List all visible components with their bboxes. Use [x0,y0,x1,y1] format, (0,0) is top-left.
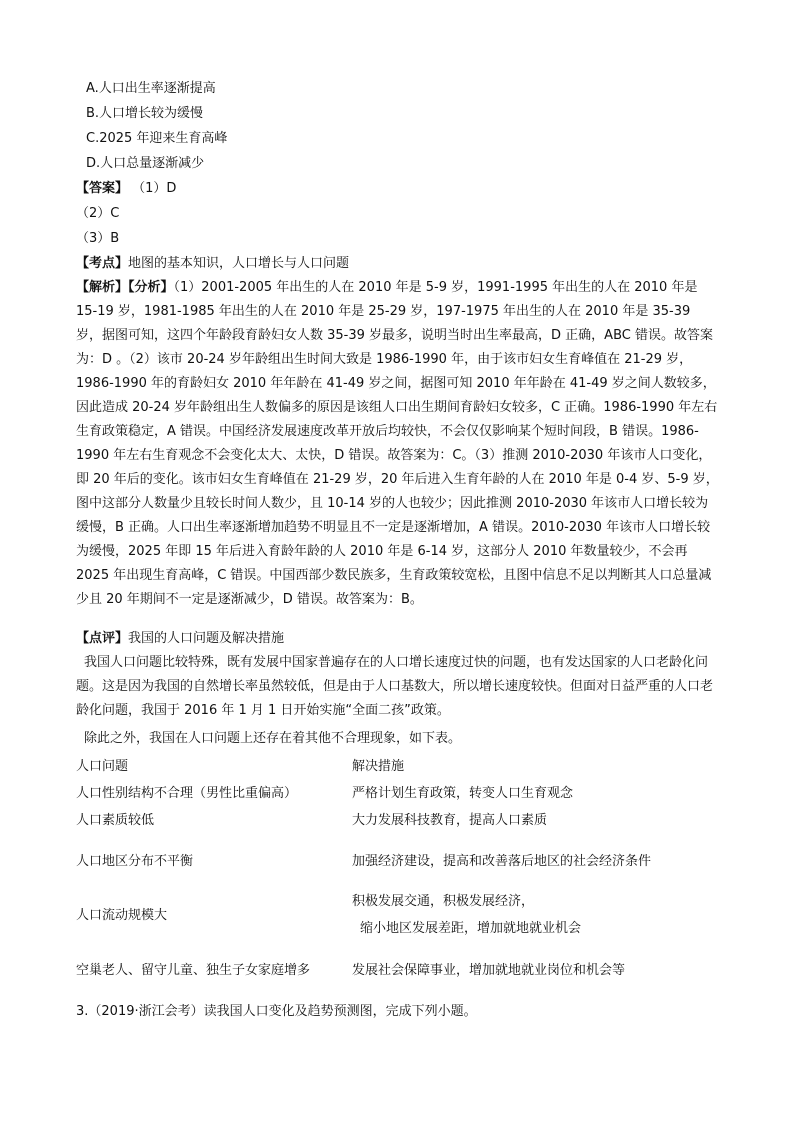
kaodian-text: 地图的基本知识，人口增长与人口问题 [128,256,350,271]
table-cell-solution: 积极发展交通，积极发展经济， [352,894,535,909]
table-cell-solution: 加强经济建设，提高和改善落后地区的社会经济条件 [352,854,652,869]
answer-2: （2）C [76,206,120,221]
review-label: 【点评】 [76,631,129,646]
table-cell-solution: 严格计划生育政策，转变人口生育观念 [352,786,574,801]
review-paragraph-1: 我国人口问题比较特殊，既有发展中国家普遍存在的人口增长速度过快的问题，也有发达国家的人口老龄化问题。这是因为我国的自然增长率虽然较低，但是由于人口基数大，所以增长速度较快。但面对日益严重的人口老龄化问题，我国于 2016 年 1 月 1 日开始实施“全面二孩”政策。 [76,655,714,718]
table-cell-solution: 发展社会保障事业，增加就地就业岗位和机会等 [352,963,626,978]
review-title: 我国的人口问题及解决措施 [128,631,285,646]
analysis-paragraph [76,276,720,612]
option-d: D.人口总量逐渐减少 [86,156,205,171]
table-header-solution: 解决措施 [352,759,405,774]
review-paragraph-2: 除此之外，我国在人口问题上还存在着其他不合理现象，如下表。 [84,731,462,746]
option-c: C.2025 年迎来生育高峰 [86,131,228,146]
option-b: B.人口增长较为缓慢 [86,106,204,121]
table-cell-problem: 人口地区分布不平衡 [76,854,194,869]
table-cell-solution: 大力发展科技教育，提高人口素质 [352,813,548,828]
option-a: A.人口出生率逐渐提高 [86,81,216,96]
table-cell-problem: 人口流动规模大 [76,908,168,923]
answer-1: （1）D [132,181,177,196]
answer-row [76,180,176,197]
table-cell-problem: 人口素质较低 [76,813,155,828]
analysis-label: 【解析】【分析】 [76,280,174,295]
table-cell-problem: 空巢老人、留守儿童、独生子女家庭增多 [76,963,311,978]
kaodian-row [76,255,349,272]
table-cell-solution-line2: 缩小地区发展差距，增加就地就业机会 [360,921,582,936]
answer-label: 【答案】 [76,181,129,196]
analysis-text: （1）2001-2005 年出生的人在 2010 年是 5-9 岁，1991-1995 年出生的人在 2010 年是 15-19 岁，1981-1985 年出生的人在 2010 年是 25-29 岁，197-1975 年出生的人在 2010 年是 35-39 岁，据图可知，这四个年龄段育龄妇女人数 35-39 岁最多，说明当时出生率最高，D 正确，ABC 错误。故答案为：D 。（2）该市 20-24 岁年龄组出生时间大致是 1986-1990 年，由于该市妇女生育峰值在 21-29 岁，1986-1990 年的育龄妇女 2010 年年龄在 41-49 岁之间，据图可知 2010 年年龄在 41-49 岁之间人数较多，因此造成 20-24 岁年龄组出生人数偏多的原因是该组人口出生期间育龄妇女较多，C 正确。1986-1990 年左右生育政策稳定，A 错误。中国经济发展速度改革开放后均较快，不会仅仅影响某个短时间段，B 错误。1986-1990 年左右生育观念不会变化太大、太快，D 错误。故答案为：C。（3）推测 2010-2030 年该市人口变化，即 20 年后的变化。该市妇女生育峰值在 21-29 岁，20 年后进入生育年龄的人在 2010 年是 0-4 岁、5-9 岁，图中这部分人数量少且较长时间人数少，且 10-14 岁的人也较少；因此推测 2010-2030 年该市人口增长较为缓慢，B 正确。人口出生率逐渐增加趋势不明显且不一定是逐渐增加，A 错误。2010-2030 年该市人口增长较为缓慢，2025 年即 15 年后进入育龄年龄的人 2010 年是 6-14 岁，这部分人 2010 年数量较少，不会再 2025 年出现生育高峰，C 错误。中国西部少数民族多，生育政策较宽松，且图中信息不足以判断其人口总量减少且 20 年期间不一定是逐渐减少，D 错误。故答案为：B。 [76,280,719,607]
answer-3: （3）B [76,231,120,246]
review-row [76,630,284,647]
table-header-problem: 人口问题 [76,759,129,774]
next-question: 3.（2019·浙江会考）读我国人口变化及趋势预测图，完成下列小题。 [76,1004,477,1019]
kaodian-label: 【考点】 [76,256,129,271]
table-cell-problem: 人口性别结构不合理（男性比重偏高） [76,786,298,801]
